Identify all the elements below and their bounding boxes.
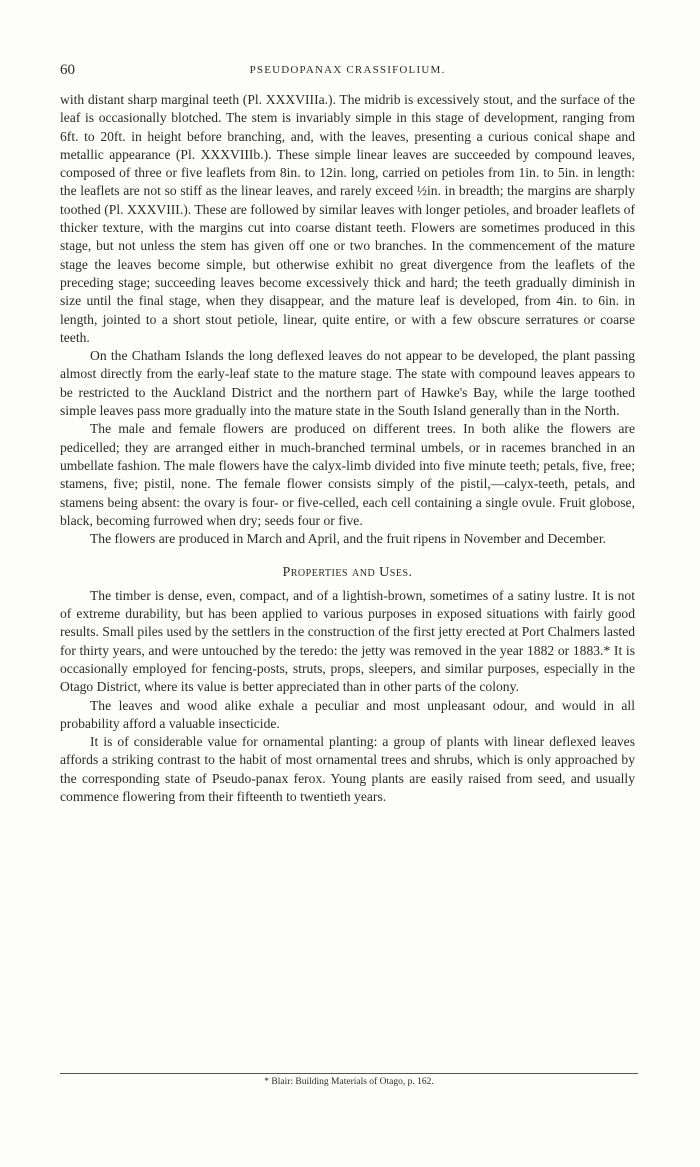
- paragraph-flowers: The male and female flowers are produced on different trees. In both alike the flowers are pedicelled; they are arranged either in much-branched terminal umbels, or in racemes branched in an umbellate fashion. The male flowers have the calyx-limb divided into five minute teeth; petals, five, free; stamens, five; pistil, none. The female flower consists simply of the pistil,—calyx-teeth, petals, and stamens being absent: the ovary is four- or five-celled, each cell containing a single ovule. Fruit globose, black, becoming furrowed when dry; seeds four or five.: [60, 421, 635, 528]
- paragraph-chatham-islands: On the Chatham Islands the long deflexed leaves do not appear to be developed, the plant passing almost directly from the early-leaf state to the mature stage. The state with compound leaves appears to be restricted to the Auckland District and the northern part of Hawke's Bay, while the large toothed simple leaves pass more gradually into the mature state in the South Island generally than in the North.: [60, 348, 635, 419]
- paragraph-timber: The timber is dense, even, compact, and of a lightish-brown, sometimes of a satiny lustre. It is not of extreme durability, but has been applied to various purposes in exposed situations with fairly good results. Small piles used by the settlers in the construction of the first jetty erected at Port Chalmers lasted for thirty years, and were untouched by the teredo: the jetty was removed in the year 1882 or 1883.* It is occasionally employed for fencing-posts, struts, props, sleepers, and similar purposes, especially in the Otago District, where its value is better appreciated than in other parts of the colony.: [60, 587, 635, 695]
- section-heading: Properties and Uses.: [282, 565, 413, 581]
- paragraph-ornamental: It is of considerable value for ornamental planting: a group of plants with linear deflexed leaves affords a striking contrast to the habit of most ornamental trees and shrubs, which is only approached by the corresponding state of Pseudo-panax ferox. Young plants are easily raised from seed, and usually commence flowering from their fifteenth to twentieth years.: [60, 734, 635, 804]
- page-header: [60, 62, 635, 82]
- paragraph-odour: The leaves and wood alike exhale a peculiar and most unpleasant odour, and would in all probability afford a valuable insecticide.: [60, 697, 635, 731]
- footnote-divider: [60, 1073, 638, 1074]
- running-title: PSEUDOPANAX CRASSIFOLIUM.: [249, 64, 446, 76]
- footnote: * Blair: Building Materials of Otago, p. 162.: [264, 1077, 434, 1087]
- body-text: [60, 91, 635, 806]
- paragraph-leaf-stages: with distant sharp marginal teeth (Pl. XXXVIIIa.). The midrib is excessively stout, and the surface of the leaf is occasionally blotched. The stem is invariably simple in this stage of development, ranging from 6ft. to 20ft. in height before branching, and, with the leaves, presenting a curious conical shape and metallic appearance (Pl. XXXVIIIb.). These simple linear leaves are succeeded by compound leaves, composed of three or five leaflets from 8in. to 12in. long, carried on petioles from 1in. to 5in. in length: the leaflets are not so stiff as the linear leaves, and rarely exceed ½in. in breadth; the margins are sharply toothed (Pl. XXXVIII.). These are followed by similar leaves with longer petioles, and broader leaflets of thicker texture, with the margins cut into coarse distant teeth. Flowers are sometimes produced in this stage, but not unless the stem has given off one or two branches. In the commencement of the mature stage the leaves become simple, but otherwise exhibit no great divergence from the leaflets of the preceding stage; succeeding leaves become excessively thick and hard; the teeth gradually diminish in size until the final stage, when they disappear, and the mature leaf is developed, from 4in. to 6in. in length, jointed to a short stout petiole, linear, quite entire, or with a few obscure serratures or coarse teeth.: [60, 92, 635, 345]
- page-number: 60: [60, 62, 75, 78]
- paragraph-flowering-season: The flowers are produced in March and April, and the fruit ripens in November and December.: [90, 531, 607, 547]
